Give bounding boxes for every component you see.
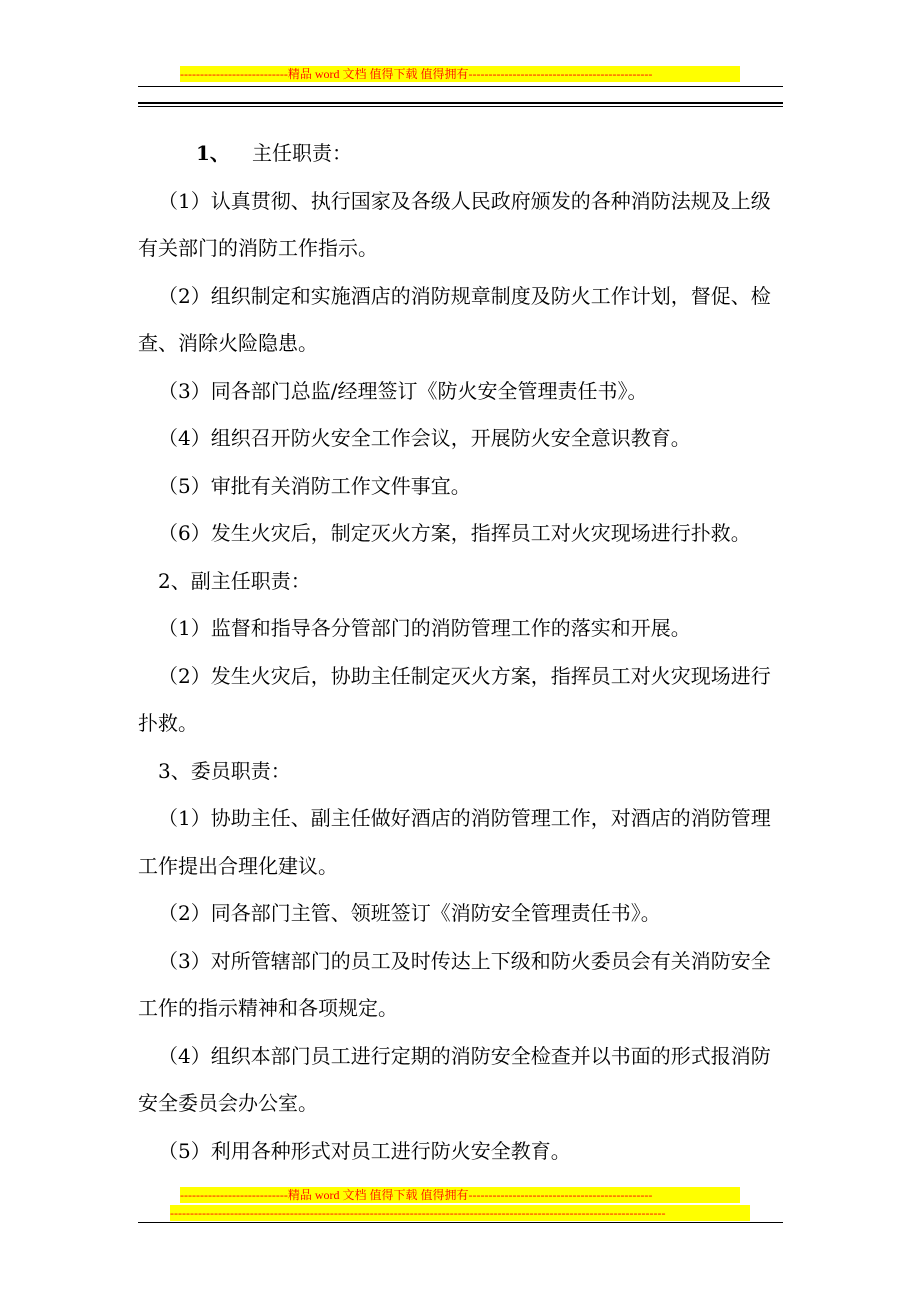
list-item: （5）利用各种形式对员工进行防火安全教育。 bbox=[158, 1138, 571, 1163]
footer-rule bbox=[138, 1222, 783, 1223]
section-heading-1 bbox=[138, 130, 783, 178]
footer-dash-line: ---------------------------------------------------------------------------------------------------------------------------- bbox=[170, 1205, 750, 1221]
footer-banner: ---------------------------精品 word 文档 值得下载 值得拥有---------------------------------------------- bbox=[180, 1187, 740, 1203]
list-item: （5）审批有关消防工作文件事宜。 bbox=[158, 473, 471, 498]
list-item: （3）同各部门总监/经理签订《防火安全管理责任书》。 bbox=[158, 378, 648, 403]
list-item: （1）认真贯彻、执行国家及各级人民政府颁发的各种消防法规及上级有关部门的消防工作指示。 bbox=[138, 188, 771, 260]
header-rule-thin bbox=[138, 106, 783, 107]
list-item: （4）组织召开防火安全工作会议，开展防火安全意识教育。 bbox=[158, 426, 691, 450]
section-heading-3: 3、委员职责： bbox=[158, 758, 291, 783]
document-body bbox=[138, 130, 783, 1175]
list-item: （6）发生火灾后，制定灭火方案，指挥员工对火灾现场进行扑救。 bbox=[158, 521, 751, 545]
list-item: （2）发生火灾后，协助主任制定灭火方案，指挥员工对火灾现场进行扑救。 bbox=[138, 663, 771, 735]
section-number: 1、 bbox=[196, 141, 230, 165]
header-rule bbox=[138, 86, 783, 87]
list-item: （1）监督和指导各分管部门的消防管理工作的落实和开展。 bbox=[158, 616, 691, 640]
header-banner: ---------------------------精品 word 文档 值得下载 值得拥有---------------------------------------------- bbox=[180, 66, 740, 82]
list-item: （2）组织制定和实施酒店的消防规章制度及防火工作计划，督促、检查、消除火险隐患。 bbox=[138, 283, 771, 355]
list-item: （4）组织本部门员工进行定期的消防安全检查并以书面的形式报消防安全委员会办公室。 bbox=[138, 1043, 771, 1115]
section-title: 主任职责： bbox=[252, 141, 352, 165]
section-heading-2: 2、副主任职责： bbox=[158, 568, 311, 593]
list-item: （1）协助主任、副主任做好酒店的消防管理工作，对酒店的消防管理工作提出合理化建议。 bbox=[138, 806, 771, 878]
list-item: （3）对所管辖部门的员工及时传达上下级和防火委员会有关消防安全工作的指示精神和各项规定。 bbox=[138, 948, 771, 1020]
list-item: （2）同各部门主管、领班签订《消防安全管理责任书》。 bbox=[158, 901, 661, 925]
header-rule-double bbox=[138, 102, 783, 104]
